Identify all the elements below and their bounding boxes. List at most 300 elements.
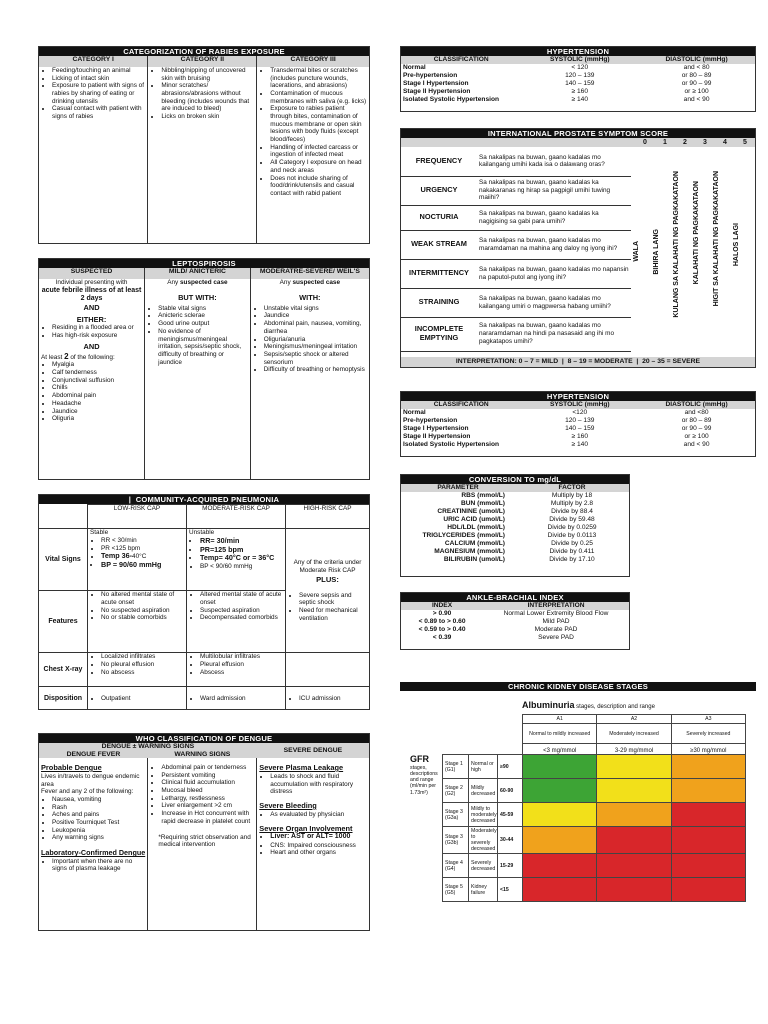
list-item: • No or stable comorbids xyxy=(101,614,184,622)
ipss-score: 2 xyxy=(683,139,687,146)
table-cell: BUN (mmol/L) xyxy=(461,500,505,507)
list-item: • No abscess xyxy=(101,669,184,677)
lepto-s-list xyxy=(41,361,142,423)
list-item: • Feeding/touching an animal xyxy=(52,67,145,75)
table-cell: Divide by 0.25 xyxy=(551,540,593,547)
abi-title: ANKLE-BRACHIAL INDEX xyxy=(401,593,629,602)
table-cell: Pre-hypertension xyxy=(403,72,458,79)
list-item: • Suspected aspiration xyxy=(200,607,283,615)
table-row xyxy=(401,556,629,564)
ipss-answer-3: KALAHATI NG PAGKAKATAON xyxy=(693,181,700,285)
cap-header-high: HIGH-RISK CAP xyxy=(286,505,370,529)
dengue-warning-list xyxy=(150,764,254,826)
ckd-albuminuria-header xyxy=(522,714,746,758)
list-item: • Myalgia xyxy=(52,361,142,369)
ckd-stage-range: 15-29 xyxy=(498,854,523,878)
ipss-symptom: FREQUENCY xyxy=(401,147,477,176)
abi-table xyxy=(401,602,629,642)
dengue-header-fever: DENGUE FEVER xyxy=(66,750,121,758)
ckd-cell-green xyxy=(523,755,597,779)
ckd-cell-yellow xyxy=(597,779,671,803)
table-header: PARAMETER xyxy=(437,484,479,491)
ckd-stage-desc: Severely decreased xyxy=(469,854,498,878)
table-cell: Pre-hypertension xyxy=(403,417,458,424)
ckd-a-code: A1 xyxy=(523,715,597,724)
cap-header-mod: MODERATE-RISK CAP xyxy=(187,505,286,529)
list-item: • Abscess xyxy=(200,669,283,677)
dengue-subtitle: DENGUE ± WARNING SIGNS xyxy=(101,743,195,750)
dengue-warning-note: *Requiring strict observation and medical intervention xyxy=(158,833,251,849)
table-row xyxy=(401,610,629,618)
ckd-stage-desc: Normal or high xyxy=(469,755,498,779)
text: Any xyxy=(279,279,293,287)
table-row xyxy=(443,779,746,803)
text: suspected case xyxy=(292,279,341,287)
ipss-symptom: WEAK STREAM xyxy=(401,230,477,259)
table-header: SYSTOLIC (mmHg) xyxy=(521,56,638,64)
ipss-question: Sa nakalipas na buwan, gaano kadalas mo kailangang umihi kada isa o dalawang oras? xyxy=(477,147,631,176)
table-cell: Severe PAD xyxy=(538,634,574,641)
list-item: • Abdominal pain xyxy=(52,392,142,400)
dengue-lab-title: Laboratory-Confirmed Dengue xyxy=(41,848,146,858)
lepto-w-list xyxy=(253,305,367,374)
list-item: • Stable vital signs xyxy=(158,305,248,313)
ckd-cell-orange xyxy=(671,779,745,803)
table-row xyxy=(401,540,629,548)
list-item: • Any warning signs xyxy=(52,834,145,842)
table-cell: Isolated Systolic Hypertension xyxy=(403,441,500,448)
list-item: • Jaundice xyxy=(264,312,367,320)
lepto-s-intro: Individual presenting with xyxy=(55,279,128,287)
list-item: • RR < 30/min xyxy=(101,537,184,545)
ipss-question: Sa nakalipas na buwan, gaano kadalas ka nakakaranas ng hirap sa pagpigil umihi tuwing maiihi? xyxy=(477,176,631,205)
ckd-cell-orange xyxy=(597,803,671,827)
ckd-stage-range: ≥90 xyxy=(498,755,523,779)
list-item: • Chills xyxy=(52,384,142,392)
ckd-stage: Stage 3 (G3b) xyxy=(443,827,469,854)
ckd-cell-yellow xyxy=(597,755,671,779)
list-item: • As evaluated by physician xyxy=(270,811,367,819)
table-cell: TRIGLYCERIDES (mmol/L) xyxy=(422,532,505,539)
table-row xyxy=(401,492,629,500)
table-cell: Isolated Systolic Hypertension xyxy=(403,96,500,103)
ipss-score: 5 xyxy=(743,139,747,146)
table-cell: ≥ 140 xyxy=(571,441,588,448)
lepto-title: LEPTOSPIROSIS xyxy=(39,259,369,268)
table-cell: Divide by 0.0259 xyxy=(547,524,597,531)
list-item: • Positive Tourniquet Test xyxy=(52,819,145,827)
list-item: • Headache xyxy=(52,400,142,408)
table-cell: or 80 – 89 xyxy=(681,417,712,424)
conversion-title: CONVERSION TO mg/dL xyxy=(401,475,629,484)
list-item: • Difficulty of breathing or hemoptysis xyxy=(264,366,367,374)
ipss-score: 4 xyxy=(723,139,727,146)
dengue-box xyxy=(38,733,370,931)
ckd-cell-red xyxy=(671,827,745,854)
lepto-s-atleast xyxy=(41,352,142,362)
table-row xyxy=(401,80,755,88)
ipss-box xyxy=(400,128,756,368)
list-item: • Exposure to patient with signs of rabies by sharing of eating or drinking utensils xyxy=(52,82,145,105)
cap-mod-disposition xyxy=(189,695,283,703)
table-header: DIASTOLIC (mmHg) xyxy=(638,401,755,409)
ckd-cell-red xyxy=(597,854,671,878)
table-cell: 140 – 159 xyxy=(565,425,595,432)
table-row xyxy=(401,72,755,80)
table-header: INTERPRETATION xyxy=(527,602,585,609)
table-row xyxy=(401,88,755,96)
list-item: • Temp= 40°C or = 36°C xyxy=(200,554,283,563)
table-row xyxy=(401,500,629,508)
rabies-header-cat1: CATEGORY I xyxy=(39,56,148,67)
table-cell: Moderate PAD xyxy=(534,626,578,633)
list-item: • Anicteric sclerae xyxy=(158,312,248,320)
rabies-header-cat3: CATEGORY III xyxy=(290,56,336,63)
table-cell: Stage I Hypertension xyxy=(403,80,469,87)
lepto-s-fever: acute febrile illness of at least 2 days xyxy=(41,286,142,303)
cap-mod-features xyxy=(189,591,283,622)
list-item: • Localized infiltrates xyxy=(101,653,184,661)
ipss-symptom: INCOMPLETE EMPTYING xyxy=(401,317,477,351)
dengue-lab-list xyxy=(41,858,145,873)
cap-mod-xray xyxy=(189,653,283,676)
ckd-title: CHRONIC KIDNEY DISEASE STAGES xyxy=(400,682,756,691)
ckd-albuminuria-title xyxy=(522,700,655,711)
list-item: • Clinical fluid accumulation xyxy=(161,779,254,787)
rabies-header-cat2: CATEGORY II xyxy=(148,56,257,67)
ipss-interpretation: INTERPRETATION: 0 – 7 = MILD | 8 – 19 = MODERATE | 20 – 35 = SEVERE xyxy=(401,357,755,367)
cap-high-plus: PLUS: xyxy=(316,574,339,584)
dengue-sev-leak-title: Severe Plasma Leakage xyxy=(259,763,344,772)
ckd-a-range: ≥30 mg/mmol xyxy=(671,744,745,758)
ckd-cell-red xyxy=(671,803,745,827)
table-cell: Divide by 17.10 xyxy=(549,556,595,563)
list-item: • No pleural effusion xyxy=(101,661,184,669)
ipss-question: Sa nakalipas na buwan, gaano kadalas mo maramdaman na mahina ang daloy ng iyong ihi? xyxy=(477,230,631,259)
list-item: • Mucosal bleed xyxy=(161,787,254,795)
ckd-stage-range: <15 xyxy=(498,878,523,902)
abi-box xyxy=(400,592,630,650)
table-cell: BILIRUBIN (umol/L) xyxy=(443,556,505,563)
table-cell: HDL/LDL (mmol/L) xyxy=(447,524,505,531)
table-cell: Multiply by 18 xyxy=(551,492,593,499)
table-cell: ≥ 140 xyxy=(571,96,588,103)
ckd-a-code: A2 xyxy=(597,715,671,724)
text: Temp 36- xyxy=(101,551,133,561)
ckd-cell-red xyxy=(597,878,671,902)
lepto-m-list xyxy=(147,305,248,367)
list-item: • Leads to shock and fluid accumulation with respiratory distress xyxy=(270,773,367,796)
table-header: FACTOR xyxy=(558,484,586,491)
ipss-score-row xyxy=(401,138,755,147)
cap-high-criteria: Any of the criteria under Moderate Risk CAP xyxy=(293,559,362,574)
text: stages, description and range xyxy=(574,704,655,710)
list-item: • ICU admission xyxy=(299,695,367,703)
hypertension-box xyxy=(400,46,756,112)
cap-empty-cell xyxy=(39,505,88,529)
hypertension2-box xyxy=(400,391,756,457)
dengue-probable-title: Probable Dengue xyxy=(41,763,102,772)
ckd-stage-range: 45-59 xyxy=(498,803,523,827)
list-item: • Liver enlargement >2 cm xyxy=(161,802,254,810)
cap-row-features: Features xyxy=(39,591,88,653)
table-row xyxy=(401,618,629,626)
ckd-a-range: 3-29 mg/mmol xyxy=(597,744,671,758)
list-item: • Need for mechanical ventilation xyxy=(299,607,367,622)
ckd-cell-red xyxy=(671,878,745,902)
table-header: CLASSIFICATION xyxy=(401,56,521,64)
table-cell: or ≥ 100 xyxy=(684,433,709,440)
list-item: • Severe sepsis and septic shock xyxy=(299,592,367,607)
table-cell: or 90 – 99 xyxy=(681,425,712,432)
list-item: • Has high-risk exposure xyxy=(52,332,142,340)
cap-row-chest-xray: Chest X-ray xyxy=(39,653,88,687)
list-item: • All Category I exposure on head and neck areas xyxy=(270,159,367,174)
lepto-header-suspected: SUSPECTED xyxy=(39,268,145,279)
table-row xyxy=(401,96,755,104)
table-cell: < 0.39 xyxy=(432,634,452,641)
cap-box xyxy=(38,494,370,710)
ipss-answer-4: HIGIT SA KALAHATI NG PAGKAKATAON xyxy=(713,171,720,307)
table-row xyxy=(401,548,629,556)
ckd-cell-green xyxy=(523,779,597,803)
ckd-stage-desc: Moderately to severely decreased xyxy=(469,827,498,854)
table-row xyxy=(401,524,629,532)
list-item: • Transdermal bites or scratches (includes puncture wounds, lacerations, and abrasions) xyxy=(270,67,367,90)
table-cell: CREATININE (umol/L) xyxy=(437,508,505,515)
table-cell: Divide by 0.411 xyxy=(549,548,595,555)
ipss-symptom: STRAINING xyxy=(401,288,477,317)
list-item: • Heart and other organs xyxy=(270,849,367,857)
list-item: • Unstable vital signs xyxy=(264,305,367,313)
table-cell: MAGNESIUM (mmol/L) xyxy=(434,548,505,555)
list-item: • Good urine output xyxy=(158,320,248,328)
table-row xyxy=(401,516,629,524)
dengue-header-warning: WARNING SIGNS xyxy=(174,750,231,758)
lepto-w-any xyxy=(253,279,367,287)
list-item: • Increase in Hct concurrent with rapid decrease in platelet count xyxy=(161,810,254,825)
table-row xyxy=(401,147,631,176)
text: of the following: xyxy=(68,353,115,361)
table-header: INDEX xyxy=(431,602,453,609)
list-item: • Licks on broken skin xyxy=(161,113,254,121)
table-cell: Divide by 0.0113 xyxy=(547,532,597,539)
dengue-sev-bleed-title: Severe Bleeding xyxy=(259,800,317,810)
ckd-gfr-title: GFR xyxy=(410,754,429,764)
cap-high-xray-empty xyxy=(286,653,370,687)
dengue-sev-organ-title: Severe Organ Involvement xyxy=(259,823,353,833)
text: Albuminuria xyxy=(522,700,575,710)
ckd-gfr-label xyxy=(410,754,440,796)
table-row xyxy=(443,854,746,878)
ckd-stage: Stage 2 (G2) xyxy=(443,779,469,803)
ipss-score: 0 xyxy=(643,139,647,146)
lepto-s-either: EITHER: xyxy=(76,314,107,324)
table-header: CLASSIFICATION xyxy=(401,401,521,409)
list-item: • Liver: AST or ALT= 1000 xyxy=(270,833,367,841)
lepto-s-and2: AND xyxy=(83,341,100,351)
table-cell: CALCIUM (mmol/L) xyxy=(444,540,505,547)
table-cell: Normal Lower Extremity Blood Flow xyxy=(503,610,609,617)
ckd-chart xyxy=(406,694,756,900)
ckd-stage-range: 60-90 xyxy=(498,779,523,803)
table-row xyxy=(401,626,629,634)
rabies-table xyxy=(39,56,369,244)
table-cell: and < 90 xyxy=(683,441,710,448)
rabies-box xyxy=(38,46,370,244)
table-cell: 120 – 139 xyxy=(565,417,595,424)
table-cell: Divide by 59.48 xyxy=(549,516,595,523)
lepto-header-severe: MODERATRE-SEVERE/ WEIL'S xyxy=(259,268,360,275)
table-row xyxy=(401,64,755,72)
ipss-score: 3 xyxy=(703,139,707,146)
dengue-header-row xyxy=(39,743,369,758)
table-row xyxy=(401,433,755,441)
ckd-a-range: <3 mg/mmol xyxy=(523,744,597,758)
hypertension-title: HYPERTENSION xyxy=(401,47,755,56)
ipss-answer-2: KULANG SA KALAHATI NG PAGKAKATAON xyxy=(673,171,680,318)
list-item: • BP < 90/60 mmHg xyxy=(200,563,283,571)
table-row xyxy=(401,176,631,205)
ipss-answer-0: WALA xyxy=(633,241,640,262)
list-item: • Aches and pains xyxy=(52,811,145,819)
table-cell: Multiply by 2.8 xyxy=(550,500,594,507)
table-row xyxy=(401,205,631,230)
lepto-m-any xyxy=(147,279,248,287)
table-cell: and < 90 xyxy=(683,96,710,103)
table-row xyxy=(443,878,746,902)
dengue-probable-list xyxy=(41,796,145,842)
list-item: • Does not include sharing of food/drink/utensils and casual contact with rabid patient xyxy=(270,175,367,198)
table-cell: 140 – 159 xyxy=(565,80,595,87)
list-item: • PR <125 bpm xyxy=(101,545,184,553)
table-cell: ≥ 160 xyxy=(571,88,588,95)
cap-title: | COMMUNITY-ACQUIRED PNEUMONIA xyxy=(39,495,369,504)
ckd-cell-red xyxy=(523,878,597,902)
table-row xyxy=(401,532,629,540)
text: COMMUNITY-ACQUIRED PNEUMONIA xyxy=(135,495,280,504)
dengue-probable-text: Lives in/travels to dengue endemic area xyxy=(41,772,140,788)
lepto-table xyxy=(39,268,369,480)
cap-mod-unstable: Unstable xyxy=(189,529,215,537)
ckd-cell-red xyxy=(671,854,745,878)
list-item: • PR=125 bpm xyxy=(200,546,283,555)
ckd-cell-red xyxy=(597,827,671,854)
lepto-header-mild: MILD/ ANICTERIC xyxy=(145,268,251,279)
table-cell: Stage I Hypertension xyxy=(403,425,469,432)
cap-low-vitals xyxy=(90,537,184,570)
table-cell: and < 80 xyxy=(683,64,710,71)
table-row xyxy=(401,409,755,417)
table-cell: or 90 – 99 xyxy=(681,80,712,87)
list-item: • Ward admission xyxy=(200,695,283,703)
conversion-table xyxy=(401,484,629,564)
ipss-question: Sa nakalipas na buwan, gaano kadalas mo kailangang umiri o magpwersa habang umiihi? xyxy=(477,288,631,317)
cap-low-stable: Stable xyxy=(90,529,109,537)
ipss-answer-5: HALOS LAGI xyxy=(733,223,740,267)
list-item: • Residing in a flooded area or xyxy=(52,324,142,332)
table-row xyxy=(401,425,755,433)
dengue-probable-text2: Fever and any 2 of the following: xyxy=(41,788,134,796)
list-item: • Lethargy, restlessness xyxy=(161,795,254,803)
rabies-cat3-list xyxy=(259,67,367,198)
table-row xyxy=(401,441,755,449)
list-item: • Oliguria/anuria xyxy=(264,336,367,344)
table-cell: Divide by 88.4 xyxy=(551,508,593,515)
text: 40°C xyxy=(132,553,147,561)
table-cell: ≥ 160 xyxy=(571,433,588,440)
table-row xyxy=(443,803,746,827)
list-item: • No altered mental state of acute onset xyxy=(101,591,184,606)
table-cell: Normal xyxy=(403,64,426,71)
cap-row-disposition: Disposition xyxy=(39,687,88,710)
list-item: • RR= 30/min xyxy=(200,537,283,546)
list-item: • Multilobular infiltrates xyxy=(200,653,283,661)
table-cell: RBS (mmol/L) xyxy=(461,492,505,499)
table-cell: > 0.90 xyxy=(432,610,452,617)
lepto-s-either-list xyxy=(41,324,142,339)
text: suspected case xyxy=(179,279,228,287)
conversion-box xyxy=(400,474,630,577)
list-item: • Abdominal pain, nausea, vomiting, diarrhea xyxy=(264,320,367,335)
list-item: • Leukopenia xyxy=(52,827,145,835)
ipss-question: Sa nakalipas na buwan, gaano kadalas mo napansin na paputol-putol ang iyong ihi? xyxy=(477,259,631,288)
list-item: • Minor scratches/ abrasions/abrasions without bleeding (includes wounds that are induced to bleed) xyxy=(161,82,254,113)
dengue-sev-leak-list xyxy=(259,773,367,796)
table-row xyxy=(443,755,746,779)
cap-mod-vitals xyxy=(189,537,283,571)
cap-low-xray xyxy=(90,653,184,676)
table-cell: or 80 – 89 xyxy=(681,72,712,79)
cap-row-vital-signs: Vital Signs xyxy=(39,529,88,591)
list-item: • Persistent vomiting xyxy=(161,772,254,780)
table-row xyxy=(401,230,631,259)
hypertension2-title: HYPERTENSION xyxy=(401,392,755,401)
ckd-stage-desc: Mildly to moderately decreased xyxy=(469,803,498,827)
ckd-cell-yellow xyxy=(523,803,597,827)
list-item: • Jaundice xyxy=(52,408,142,416)
dengue-subtitle-block xyxy=(39,743,257,758)
ckd-stage-desc: Kidney failure xyxy=(469,878,498,902)
ckd-cell-orange xyxy=(671,755,745,779)
rabies-cat2-list xyxy=(150,67,254,121)
table-cell: < 120 xyxy=(571,64,589,71)
ckd-cell-red xyxy=(523,854,597,878)
ckd-stage-range: 30-44 xyxy=(498,827,523,854)
cap-low-disposition xyxy=(90,695,184,703)
list-item: • Nibbling/nipping of uncovered skin with bruising xyxy=(161,67,254,82)
ipss-title: INTERNATIONAL PROSTATE SYMPTOM SCORE xyxy=(401,129,755,138)
text: Any xyxy=(167,279,180,287)
lepto-s-and: AND xyxy=(83,302,100,312)
ckd-a-desc: Normal to mildly increased xyxy=(523,724,597,744)
dengue-header-severe: SEVERE DENGUE xyxy=(283,747,343,754)
list-item: • Casual contact with patient with signs of rabies xyxy=(52,105,145,120)
list-item: • Contamination of mucous membranes with saliva (e.g. licks) xyxy=(270,90,367,105)
ipss-table xyxy=(401,147,631,352)
ipss-symptom: NOCTURIA xyxy=(401,205,477,230)
table-row xyxy=(401,259,631,288)
table-cell: <120 xyxy=(572,409,588,416)
list-item: • CNS: Impaired consciousness xyxy=(270,842,367,850)
list-item: • No evidence of meningismus/meningeal irritation, sepsis/septic shock, difficulty of breathing or jaundice xyxy=(158,328,248,366)
cap-high-disposition xyxy=(288,695,367,703)
text: 2 xyxy=(64,351,69,361)
list-item: • Handling of infected carcass or ingestion of infected meat xyxy=(270,144,367,159)
list-item: • BP = 90/60 mmHg xyxy=(101,561,184,570)
list-item: • Oliguria xyxy=(52,415,142,423)
table-cell: Mild PAD xyxy=(542,618,570,625)
